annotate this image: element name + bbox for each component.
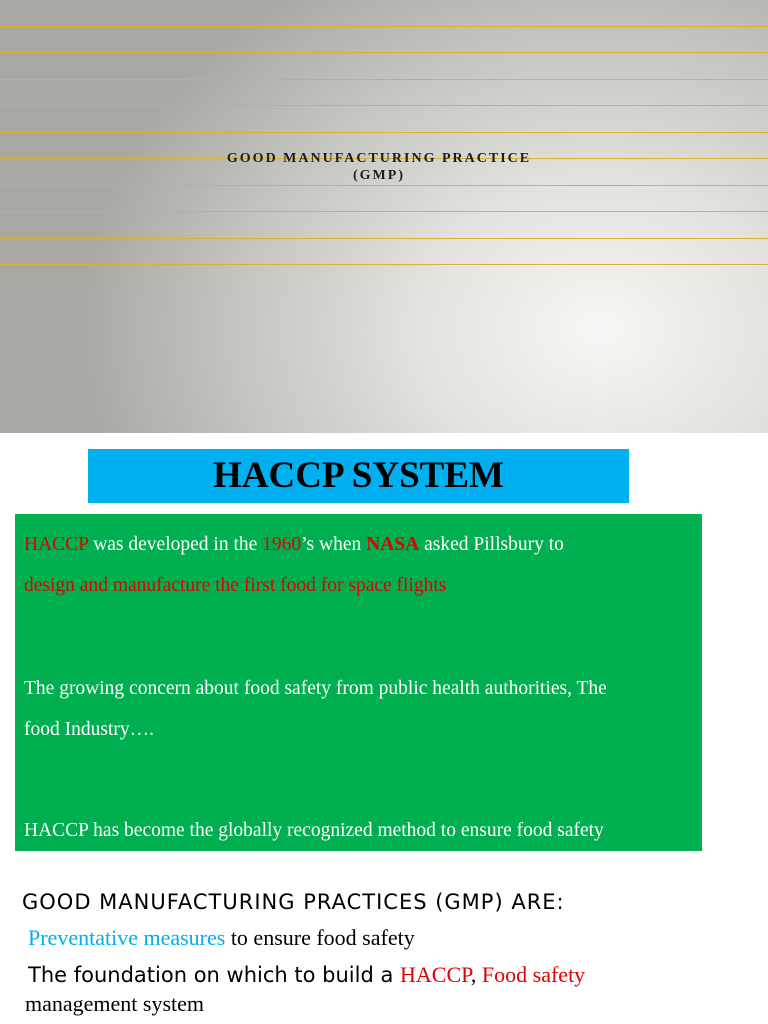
decorative-rule [0,132,768,133]
nasa-term: NASA [366,534,420,555]
decorative-rule [0,238,768,239]
foundation-comma: , [470,962,482,987]
decorative-rule [0,211,768,212]
decorative-rule [0,52,768,53]
decorative-rule [0,264,768,265]
history-line2: design and manufacture the first food for space flights [24,575,447,596]
haccp-header-banner [88,449,629,503]
foundation-food-safety: Food safety [481,962,586,987]
history-text2: ’s when [301,534,367,555]
haccp-paragraph-global: HACCP has become the globally recognized method to ensure food safety [24,820,604,841]
slide-title-line1: GOOD MANUFACTURING PRACTICE [226,151,532,166]
haccp-heading: HACCP SYSTEM [213,455,504,496]
haccp-paragraph-history [24,524,699,606]
concern-line2: food Industry…. [24,719,154,740]
decorative-rule [0,105,768,106]
concern-line1: The growing concern about food safety from public health authorities, The [24,678,607,699]
haccp-content-box [15,514,702,851]
decorative-rule [0,26,768,27]
slide-title [0,150,758,184]
decorative-rule [0,79,768,80]
haccp-term: HACCP [24,534,89,555]
slide-title-line2: (GMP) [353,168,405,183]
gmp-heading: GOOD MANUFACTURING PRACTICES (GMP) ARE: [22,890,565,914]
preventative-rest: to ensure food safety [225,925,415,950]
haccp-paragraph-concern [24,668,699,750]
gmp-item-preventative [28,925,415,951]
foundation-haccp: HACCP [400,962,471,987]
foundation-lead: The foundation on which to build a [28,963,400,987]
preventative-term: Preventative measures [28,925,226,950]
decorative-rule [0,185,768,186]
gmp-item-management-system: management system [25,991,205,1016]
year-text: 1960 [262,534,302,555]
history-line1 [24,524,699,565]
history-text3: asked Pillsbury to [419,534,564,555]
title-slide [0,0,768,433]
history-text1: was developed in the [88,534,263,555]
gmp-item-foundation [28,962,585,988]
